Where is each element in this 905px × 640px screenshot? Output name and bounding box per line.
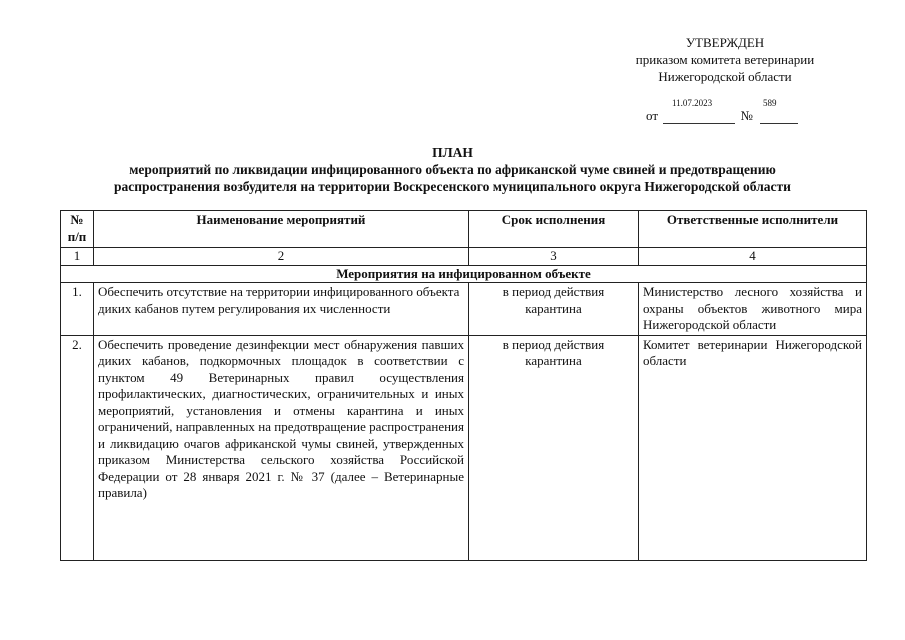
- approval-heading: УТВЕРЖДЕН: [685, 35, 765, 50]
- order-number: 589: [763, 98, 777, 108]
- approval-block: [600, 34, 850, 85]
- row-term: в период действия карантина: [469, 335, 639, 560]
- order-number-label: №: [740, 108, 753, 123]
- plan-title-line-2: распространения возбудителя на территории Воскресенского муниципального округа Нижегородской области: [114, 179, 791, 194]
- number-blank-line: [760, 111, 798, 124]
- section-row: [61, 265, 867, 283]
- plan-table: [60, 210, 867, 561]
- table-header-row: [61, 211, 867, 248]
- order-date: 11.07.2023: [672, 98, 713, 108]
- plan-title-heading: ПЛАН: [432, 145, 473, 160]
- row-number: 2.: [61, 335, 94, 560]
- row-term: в период действия карантина: [469, 283, 639, 336]
- section-title: Мероприятия на инфицированном объекте: [61, 265, 867, 283]
- order-from-label: от: [646, 108, 659, 123]
- order-details: [630, 98, 870, 128]
- header-term: Срок исполнения: [469, 211, 639, 248]
- order-line: [646, 108, 798, 124]
- plan-title: [0, 144, 905, 195]
- column-number: 3: [469, 248, 639, 266]
- row-responsible: Министерство лесного хозяйства и охраны объектов животного мира Нижегородской области: [639, 283, 867, 336]
- row-responsible: Комитет ветеринарии Нижегородской области: [639, 335, 867, 560]
- table-row: [61, 335, 867, 560]
- date-blank-line: [663, 111, 735, 124]
- column-number: 2: [94, 248, 469, 266]
- row-activity: Обеспечить отсутствие на территории инфицированного объекта диких кабанов путем регулирования их численности: [94, 283, 469, 336]
- row-number: 1.: [61, 283, 94, 336]
- approval-order-text: приказом комитета ветеринарии: [635, 52, 815, 67]
- table-row: [61, 283, 867, 336]
- row-activity: Обеспечить проведение дезинфекции мест обнаружения павших диких кабанов, подкормочных площадок в соответствии с пунктом 49 Ветеринарных правил осуществления профилактических, диагностических, ограничительных и иных мероприятий, установления и отмены карантина и иных ограничений, направленных на предотвращение распространения и ликвидацию очагов африканской чумы свиней, утвержденных приказом Министерства сельского хозяйства Российской Федерации от 28 января 2021 г. № 37 (далее – Ветеринарные правила): [94, 335, 469, 560]
- header-activity: Наименование мероприятий: [94, 211, 469, 248]
- header-number: № п/п: [61, 211, 94, 248]
- column-number: 4: [639, 248, 867, 266]
- approval-region: Нижегородской области: [658, 69, 792, 84]
- plan-title-line-1: мероприятий по ликвидации инфицированного объекта по африканской чуме свиней и предотвращению: [129, 162, 776, 177]
- header-responsible: Ответственные исполнители: [639, 211, 867, 248]
- column-number: 1: [61, 248, 94, 266]
- column-number-row: [61, 248, 867, 266]
